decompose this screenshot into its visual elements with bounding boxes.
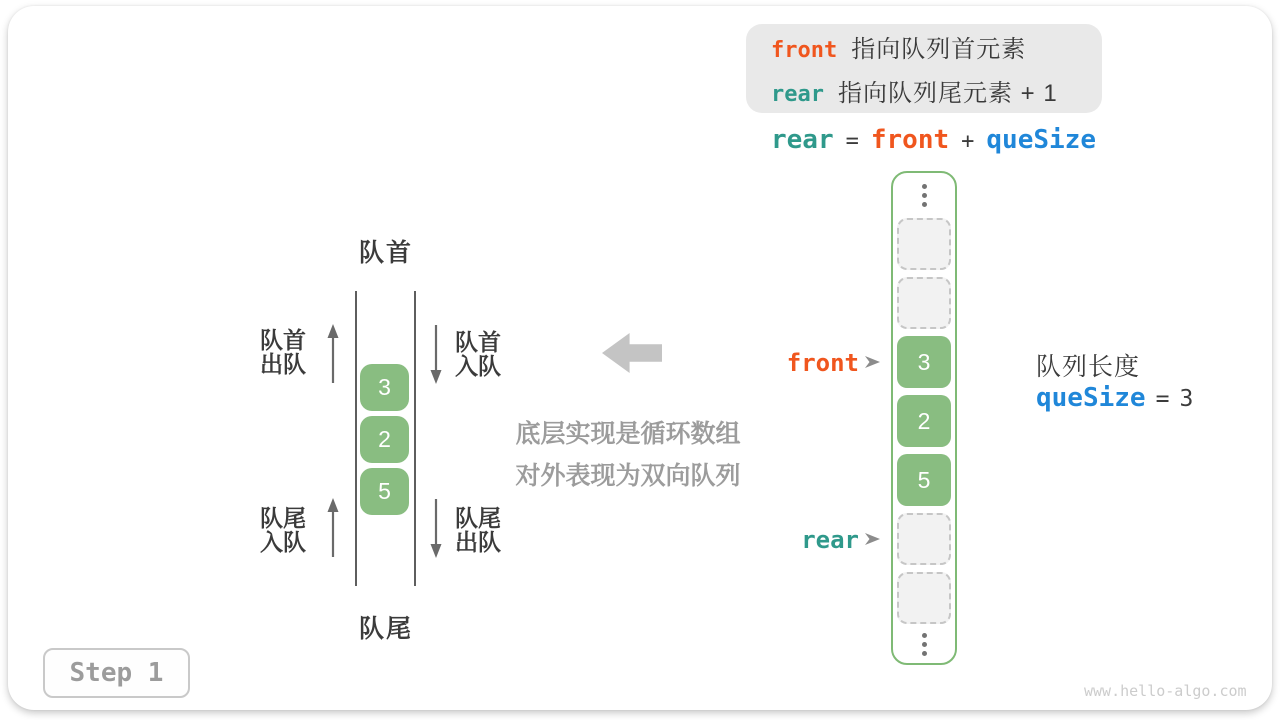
ellipsis-top-icon xyxy=(919,184,929,207)
label-front-dequeue xyxy=(260,328,306,376)
label-line: 队首 xyxy=(455,329,501,355)
left-block-arrow-icon xyxy=(602,333,662,373)
arrow-down-icon xyxy=(428,323,444,385)
quesize-value: 3 xyxy=(1179,386,1194,412)
diagram-card xyxy=(8,6,1272,710)
formula-equals: = xyxy=(845,129,859,154)
array-cell: 2 xyxy=(897,395,951,447)
arrow-up-icon xyxy=(325,323,341,385)
label-line: 出队 xyxy=(260,351,306,377)
caption-line-1: 底层实现是循环数组 xyxy=(515,420,741,448)
quesize-equals: = xyxy=(1155,386,1170,412)
front-pointer-label: front xyxy=(786,349,859,377)
arrow-down-icon xyxy=(428,497,444,559)
legend-line-rear xyxy=(771,73,1102,108)
deque-front-title: 队首 xyxy=(358,239,413,267)
array-cell: 3 xyxy=(897,336,951,388)
deque-cell: 3 xyxy=(360,364,409,411)
caption-line-2: 对外表现为双向队列 xyxy=(515,462,741,490)
deque-left-wall xyxy=(355,291,357,586)
rear-variable: rear xyxy=(771,82,824,107)
deque-rear-title: 队尾 xyxy=(358,615,413,643)
deque-cell: 5 xyxy=(360,468,409,515)
legend-line-front xyxy=(771,29,1102,64)
array-cell-empty xyxy=(897,218,951,270)
label-line: 出队 xyxy=(455,529,501,555)
array-cell-empty xyxy=(897,572,951,624)
array-cell-empty xyxy=(897,277,951,329)
pointer-right-icon xyxy=(865,356,880,368)
formula-rear: rear xyxy=(771,125,834,155)
queue-length-label: 队列长度 xyxy=(1036,353,1141,381)
pointer-right-icon xyxy=(865,533,880,545)
label-line: 队尾 xyxy=(260,505,306,531)
rear-description: 指向队列尾元素 + 1 xyxy=(837,80,1058,107)
legend-box xyxy=(746,24,1102,113)
ellipsis-bottom-icon xyxy=(919,633,929,656)
label-line: 队首 xyxy=(260,327,306,353)
deque-right-wall xyxy=(414,291,416,586)
formula-plus: + xyxy=(961,129,975,154)
deque-cell: 2 xyxy=(360,416,409,463)
formula-front: front xyxy=(870,125,950,155)
label-rear-dequeue xyxy=(455,506,501,554)
label-rear-enqueue xyxy=(260,506,306,554)
arrow-up-icon xyxy=(325,497,341,559)
array-cell: 5 xyxy=(897,454,951,506)
front-description: 指向队列首元素 xyxy=(851,36,1027,63)
array-cell-empty xyxy=(897,513,951,565)
caption xyxy=(488,413,768,497)
front-variable: front xyxy=(771,38,838,63)
formula-quesize: queSize xyxy=(986,125,1096,155)
quesize-variable: queSize xyxy=(1036,383,1146,413)
step-badge: Step 1 xyxy=(43,648,190,698)
label-front-enqueue xyxy=(455,330,501,378)
label-line: 队尾 xyxy=(455,505,501,531)
watermark: www.hello-algo.com xyxy=(1084,682,1247,700)
label-line: 入队 xyxy=(260,529,306,555)
rear-pointer-label: rear xyxy=(801,526,859,554)
formula xyxy=(771,125,1096,155)
label-line: 入队 xyxy=(455,353,501,379)
queue-length-value xyxy=(1036,383,1193,413)
